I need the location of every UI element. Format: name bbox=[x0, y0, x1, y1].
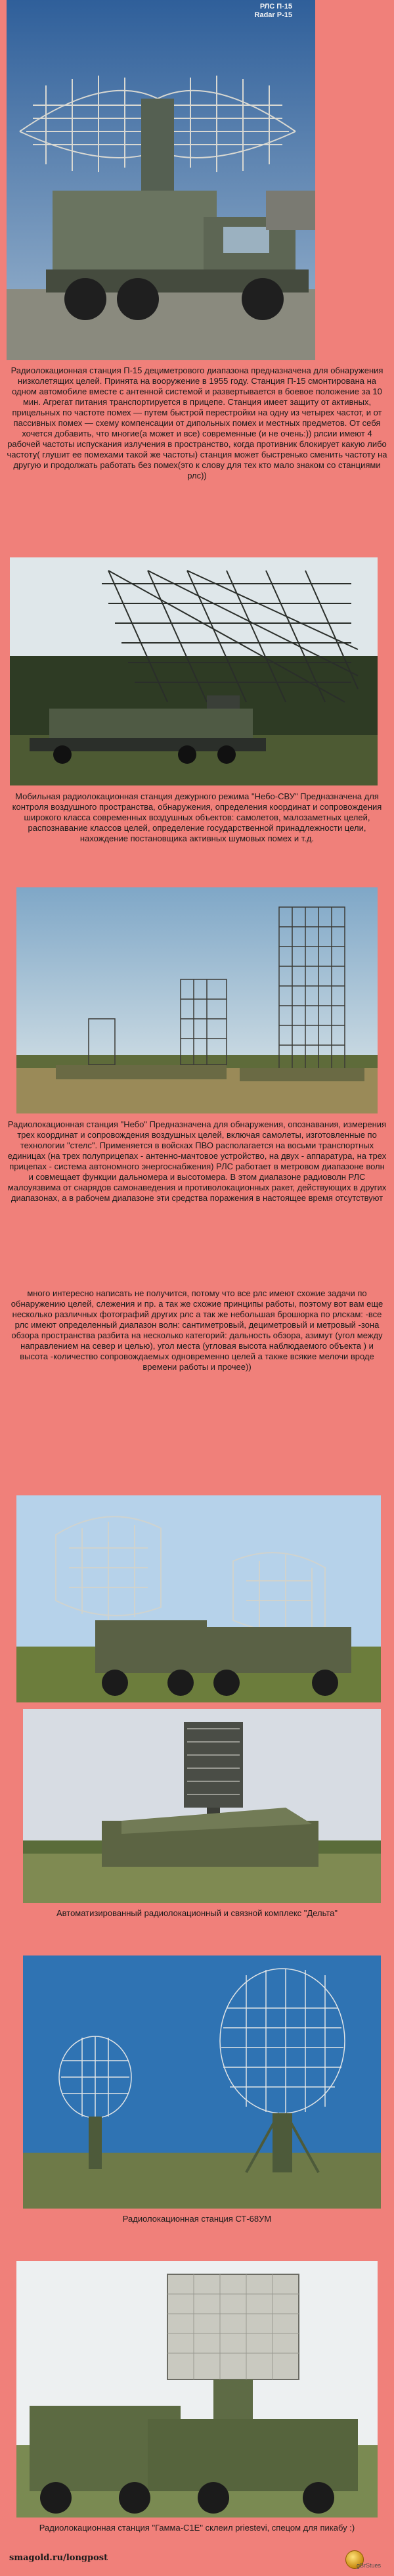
photo-radar-trucks bbox=[16, 1495, 381, 1702]
caption-st68um: Радиолокационная станция СТ-68УМ bbox=[122, 2214, 272, 2224]
photo-st68um bbox=[23, 1955, 381, 2209]
caption-general-notes: много интересно написать не получится, потому что все рлс имеют схожие задачи по обнаружению целей, слежения и пр. а так же схожие принципы работы, поэтому вот вам еще несколько различных фотографий других рлс а так же небольшая брошюрка по рлскам: -все рлс имеют определенный диапазон волн: сантиметровый, дециметровый и метровый -зона обзора пространства разбита на несколько категорий: дальность обзора, азимут (угол между направлением на север и целью), угол места (угловая высота наблюдаемого объекта ) и высота -количество сопровождаемых одновременно целей а также всякие мелочи вроде времени работы и прочее)) bbox=[11, 1288, 383, 1372]
caption-nebo: Радиолокационная станция "Небо" Предназначена для обнаружения, опознавания, измерения трех координат и сопровождения воздушных целей, включая самолеты, изготовленные по технологии "стелс". Применяется в войсках ПВО располагается на восьми транспортных единицах (на трех полуприцепах - антенно-мачтовое устройство, на двух - аппаратура, на трех прицепах - система автономного энергоснабжения) РЛС работает в метровом диапазоне волн и совмещает функции дальномера и высотомера. В этом диапазоне радиоволн РЛС малоуязвима от снарядов самонаведения и противолокационных ракет, действующих в других диапазонах, а в рабочем диапазоне эти средства поражения в настоящее время отсутствуют bbox=[7, 1119, 387, 1203]
caption-delta: Автоматизированный радиолокационный и связной комплекс "Дельта" bbox=[56, 1908, 338, 1918]
photo-nebo-svu bbox=[10, 557, 378, 785]
site-link[interactable]: smagold.ru/longpost bbox=[9, 2553, 108, 2563]
photo-label: РЛС П-15 Radar P-15 bbox=[254, 3, 292, 19]
caption-p15: Радиолокационная станция П-15 дециметрового диапазона предназначена для обнаружения низколетящих целей. Принята на вооружение в 1955 году. Станция П-15 смонтирована на одном автомобиле вместе с антенной системой и развертывается в боевое положение за 10 мин. Агрегат питания транспортируется в прицепе. Станция имеет защиту от активных, прицельных по частоте помех — путем быстрой перестройки на одну из четырех частот, и от пассивных помех — схему компенсации от дипольных помех и местных предметов. От себя хочется добавить, что многие(а может и все) современные (и не очень:)) рлсии имеют 4 рабочей частоты испускания излучения в пространство, когда противник блокирует какую либо частоту( глушит ее помехами такой же частоты) станция может быстренько сменить частоту на другую и продолжать работать без помех(это к слову для тех кто мало знаком со станциями рлс)) bbox=[7, 365, 387, 480]
photo-nebo bbox=[16, 887, 378, 1113]
caption-gamma-s1e: Радиолокационная станция "Гамма-С1Е" склеил priestevi, спецом для пикабу :) bbox=[39, 2523, 355, 2533]
photo-gamma-s1e bbox=[16, 2261, 378, 2517]
photo-p15-radar-truck bbox=[7, 0, 315, 360]
caption-nebo-svu: Мобильная радиолокационная станция дежурного режима "Небо-СВУ" Предназначена для контроля воздушного пространства, обнаружения, определения координат и сопровождения широкого класса современных воздушных объектов: самолетов, малозаметных целей, распознавание классов целей, определение государственной принадлежности цели, нахождение постановщика активных шумовых помех и т.д. bbox=[12, 791, 382, 843]
photo-delta-complex bbox=[23, 1709, 381, 1903]
watermark: gBrStues bbox=[356, 2562, 381, 2569]
